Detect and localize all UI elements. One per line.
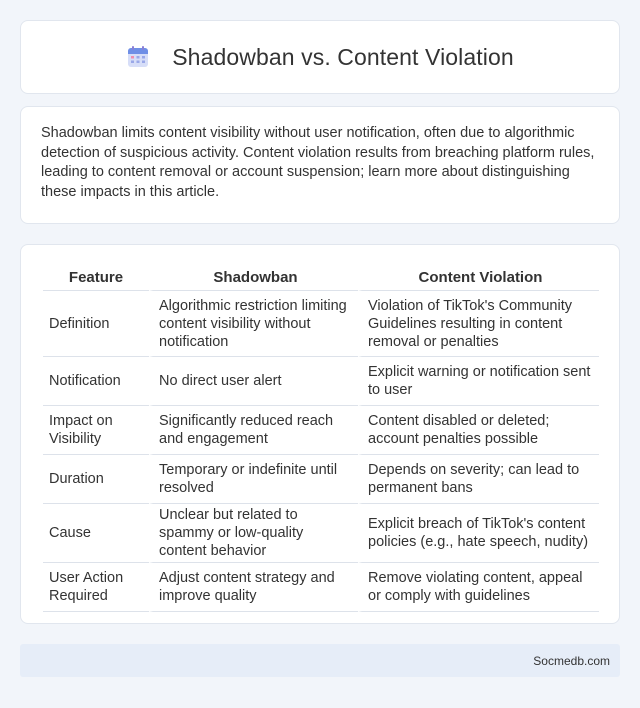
shadowban-cell: Unclear but related to spammy or low-quality content behavior bbox=[149, 504, 358, 563]
shadowban-cell: Temporary or indefinite until resolved bbox=[149, 455, 358, 504]
title-card bbox=[20, 20, 620, 94]
table-row bbox=[43, 455, 599, 504]
summary-card bbox=[20, 106, 620, 224]
page-title: Shadowban vs. Content Violation bbox=[172, 43, 514, 70]
violation-cell: Remove violating content, appeal or comply with guidelines bbox=[358, 563, 599, 612]
violation-cell: Depends on severity; can lead to permanent bans bbox=[358, 455, 599, 504]
feature-cell: Notification bbox=[43, 357, 149, 406]
violation-cell: Violation of TikTok's Community Guidelines resulting in content removal or penalties bbox=[358, 291, 599, 357]
shadowban-cell: Significantly reduced reach and engagement bbox=[149, 406, 358, 455]
comparison-card bbox=[20, 244, 620, 624]
feature-cell: Impact on Visibility bbox=[43, 406, 149, 455]
summary-text: Shadowban limits content visibility without user notification, often due to algorithmic detection of suspicious activity. Content violation results from breaching platform rules, leading to content removal or account suspension; learn more about distinguishing these impacts in this article. bbox=[41, 125, 595, 200]
violation-cell: Content disabled or deleted; account penalties possible bbox=[358, 406, 599, 455]
feature-cell: Cause bbox=[43, 504, 149, 563]
feature-cell: User Action Required bbox=[43, 563, 149, 612]
comparison-table bbox=[43, 265, 599, 612]
footer bbox=[20, 644, 620, 677]
footer-brand-link[interactable]: Socmedb.com bbox=[533, 653, 610, 668]
violation-cell: Explicit warning or notification sent to user bbox=[358, 357, 599, 406]
calendar-icon bbox=[126, 45, 150, 69]
table-row bbox=[43, 563, 599, 612]
table-header-row bbox=[43, 265, 599, 291]
shadowban-cell: No direct user alert bbox=[149, 357, 358, 406]
shadowban-cell: Algorithmic restriction limiting content visibility without notification bbox=[149, 291, 358, 357]
feature-cell: Definition bbox=[43, 291, 149, 357]
header-content-violation: Content Violation bbox=[358, 265, 599, 291]
violation-cell: Explicit breach of TikTok's content policies (e.g., hate speech, nudity) bbox=[358, 504, 599, 563]
table-row bbox=[43, 406, 599, 455]
shadowban-cell: Adjust content strategy and improve quality bbox=[149, 563, 358, 612]
table-row bbox=[43, 291, 599, 357]
table-row bbox=[43, 504, 599, 563]
header-shadowban: Shadowban bbox=[149, 265, 358, 291]
feature-cell: Duration bbox=[43, 455, 149, 504]
table-row bbox=[43, 357, 599, 406]
header-feature: Feature bbox=[43, 265, 149, 291]
